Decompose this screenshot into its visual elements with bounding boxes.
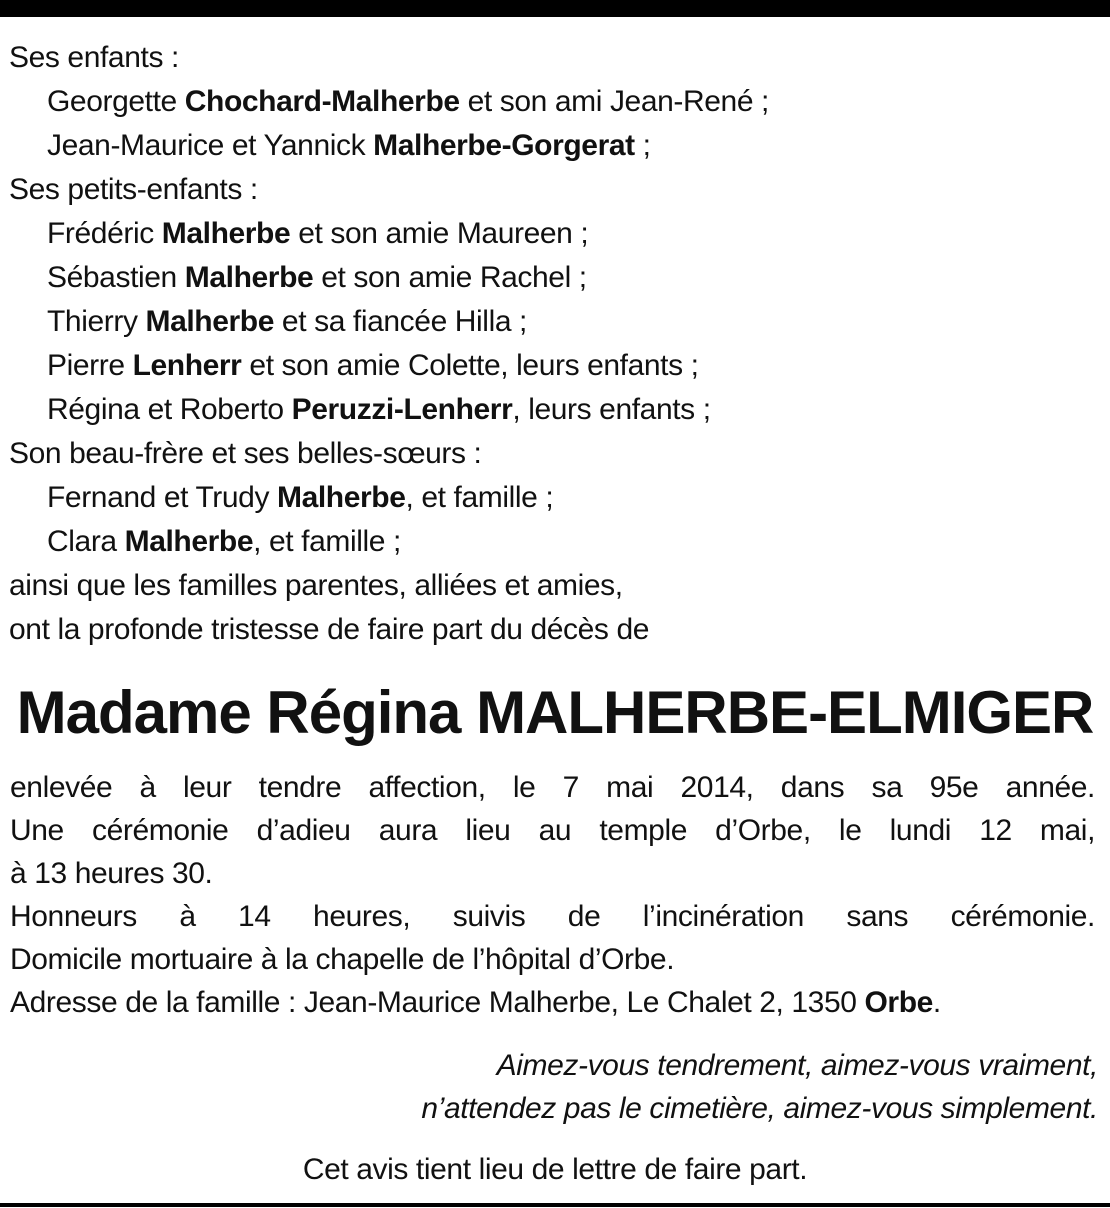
closing-line: ainsi que les familles parentes, alliées et amies,: [9, 569, 623, 602]
quote-line: n’attendez pas le cimetière, aimez-vous simplement.: [421, 1092, 1098, 1125]
family-member-line: Thierry Malherbe et sa fiancée Hilla ;: [47, 305, 527, 338]
details-line: enlevée à leur tendre affection, le 7 mai 2014, dans sa 95e année.: [10, 771, 1095, 804]
family-member-line: Georgette Chochard-Malherbe et son ami Jean-René ;: [47, 85, 769, 118]
top-border-rule: [0, 0, 1110, 17]
deceased-name: Madame Régina MALHERBE-ELMIGER: [16, 679, 1094, 746]
family-member-line: Clara Malherbe, et famille ;: [47, 525, 401, 558]
memorial-quote: [421, 1044, 1098, 1130]
family-member-line: Frédéric Malherbe et son amie Maureen ;: [47, 217, 589, 250]
quote-line: Aimez-vous tendrement, aimez-vous vraiment,: [496, 1049, 1098, 1082]
family-member-line: Pierre Lenherr et son amie Colette, leurs enfants ;: [47, 349, 699, 382]
details-line: Domicile mortuaire à la chapelle de l’hôpital d’Orbe.: [10, 943, 675, 976]
closing-line: ont la profonde tristesse de faire part du décès de: [9, 613, 650, 646]
inlaws-heading: Son beau-frère et ses belles-sœurs :: [9, 437, 482, 470]
details-line: Honneurs à 14 heures, suivis de l’incinération sans cérémonie.: [10, 900, 1095, 933]
family-member-line: Fernand et Trudy Malherbe, et famille ;: [47, 481, 554, 514]
family-member-line: Sébastien Malherbe et son amie Rachel ;: [47, 261, 587, 294]
grandchildren-heading: Ses petits-enfants :: [9, 173, 258, 206]
details-line: à 13 heures 30.: [10, 857, 213, 890]
family-member-line: Régina et Roberto Peruzzi-Lenherr, leurs enfants ;: [47, 393, 711, 426]
notice-text: Cet avis tient lieu de lettre de faire part.: [302, 1153, 808, 1186]
funeral-details: [10, 766, 1095, 1024]
family-address: Adresse de la famille : Jean-Maurice Malherbe, Le Chalet 2, 1350 Orbe.: [10, 986, 941, 1019]
family-announcement: [9, 36, 1104, 652]
children-heading: Ses enfants :: [9, 41, 179, 74]
details-line: Une cérémonie d’adieu aura lieu au temple d’Orbe, le lundi 12 mai,: [10, 814, 1095, 847]
bottom-border-rule: [0, 1203, 1110, 1207]
family-member-line: Jean-Maurice et Yannick Malherbe-Gorgerat ;: [47, 129, 651, 162]
